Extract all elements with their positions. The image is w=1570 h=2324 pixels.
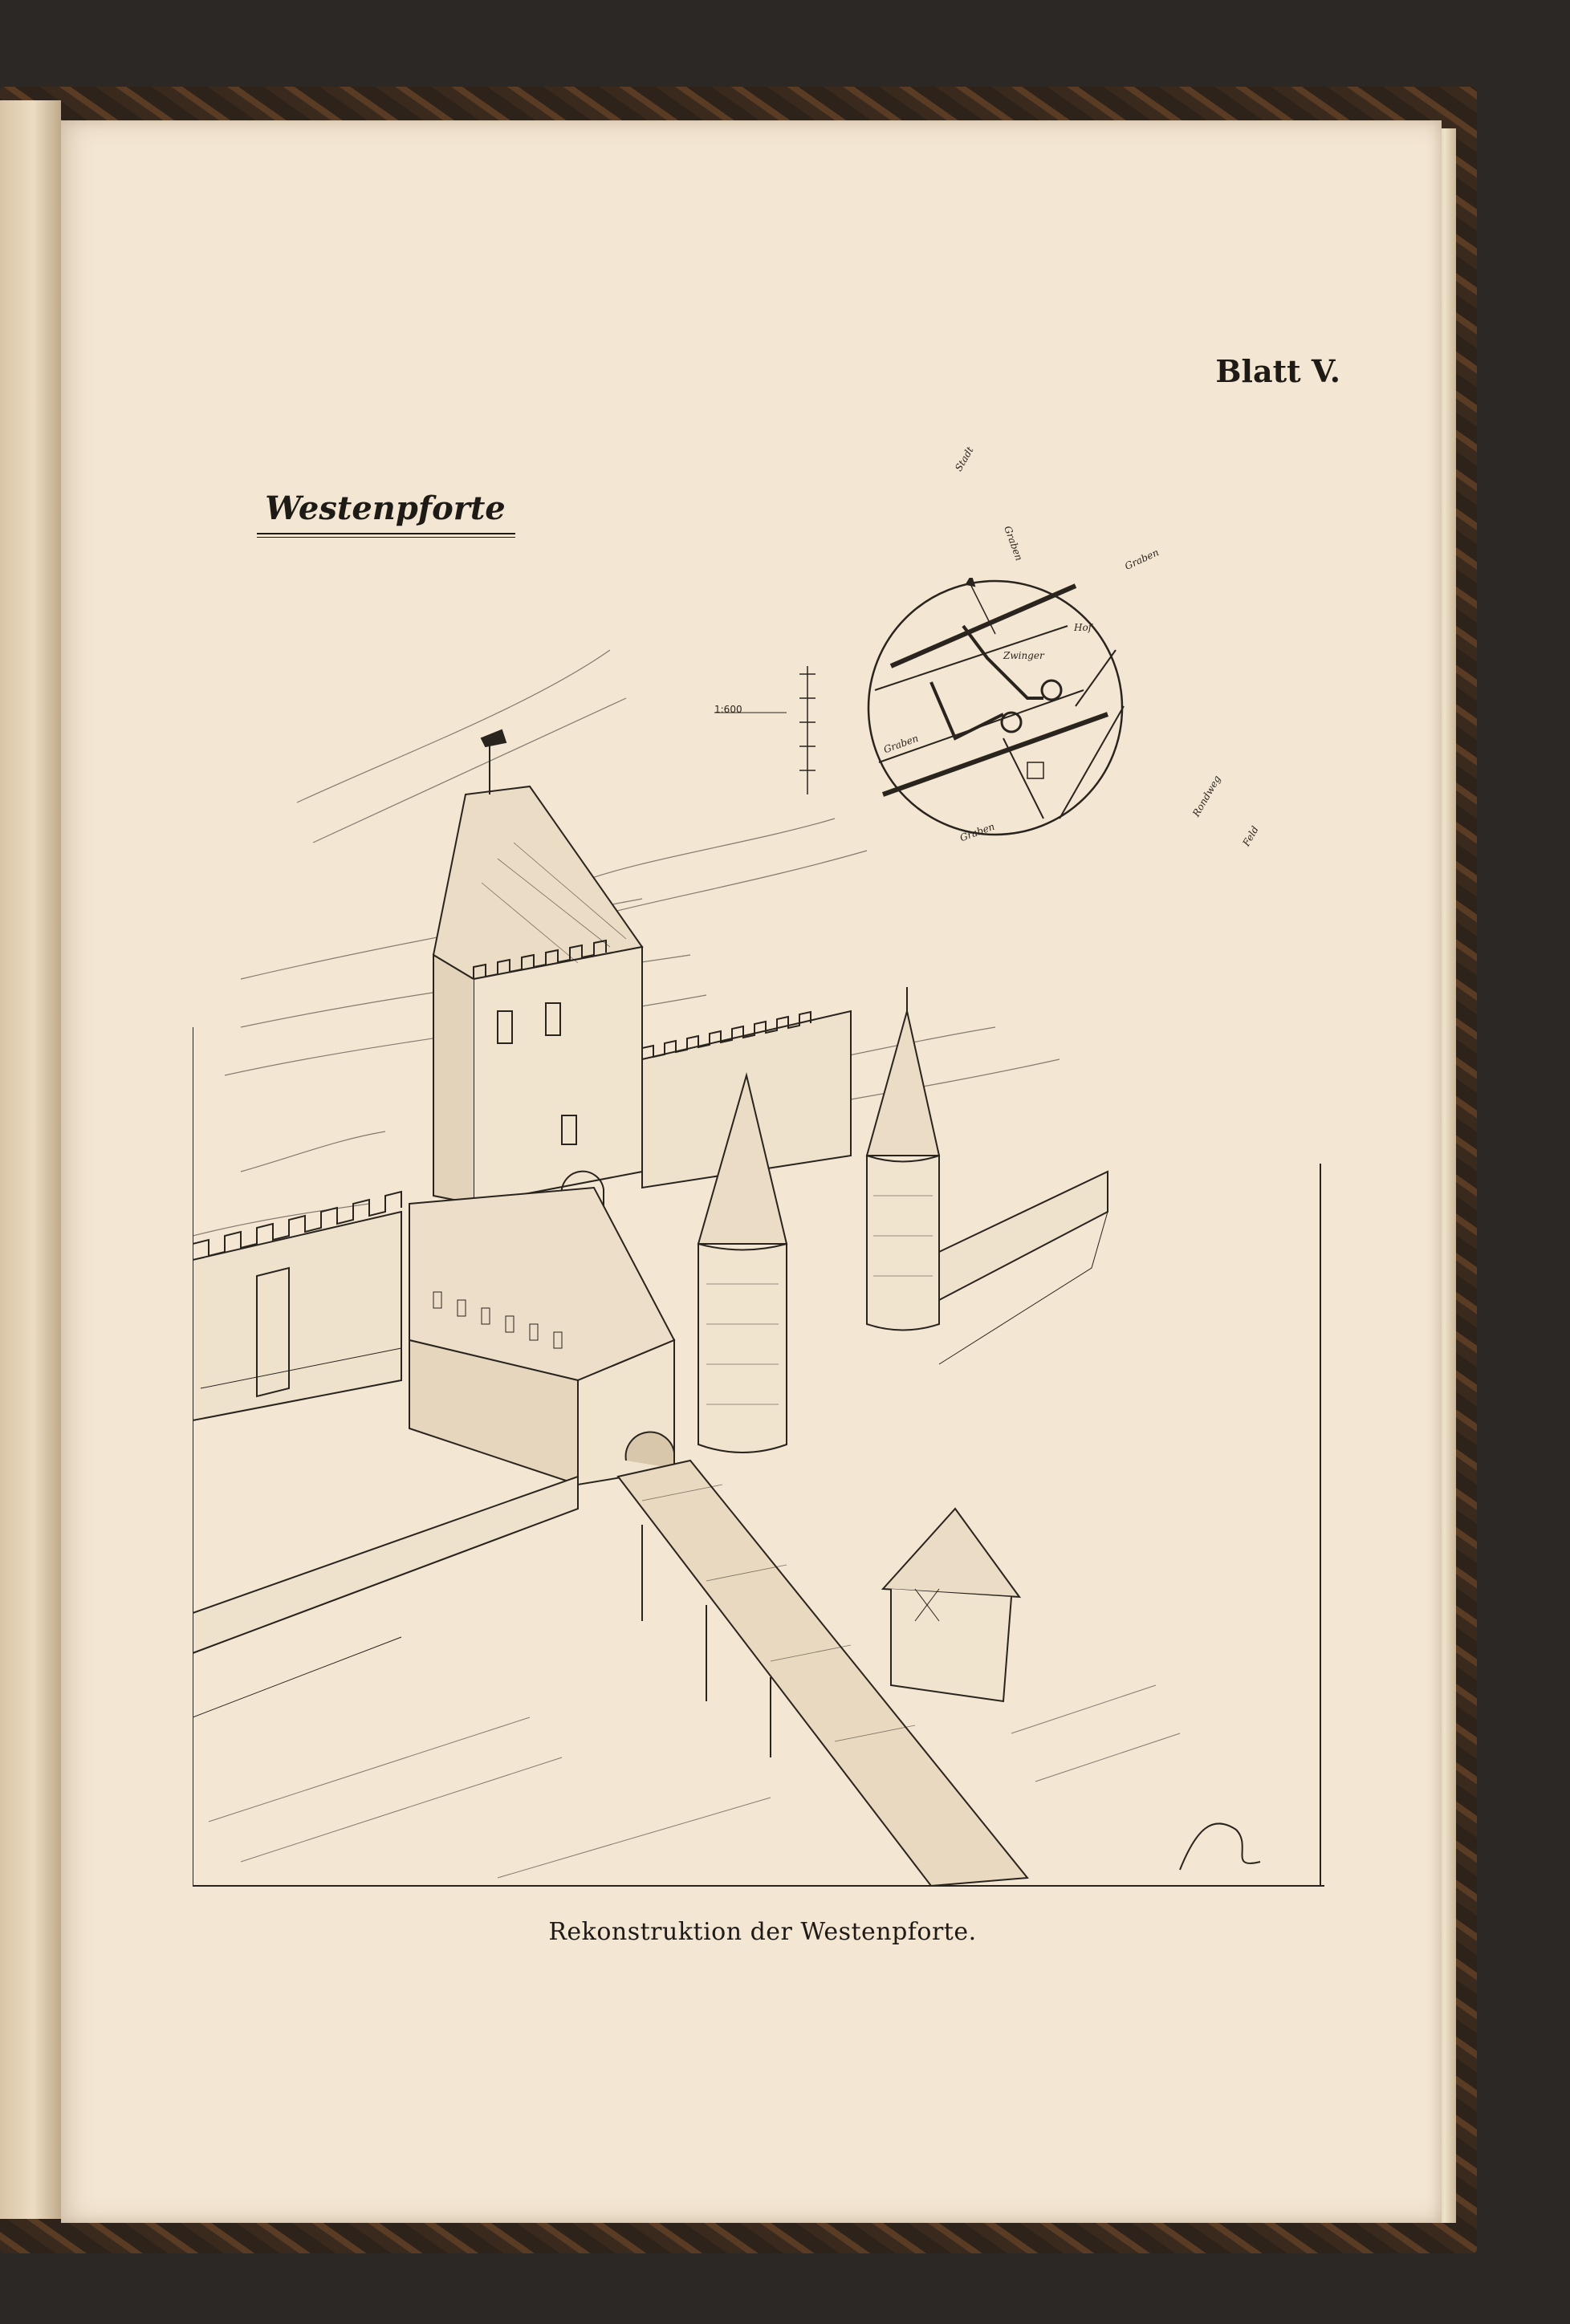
right-wall: [939, 1172, 1108, 1364]
site-plan-label-feld: Feld: [1240, 824, 1261, 848]
site-plan: [868, 578, 1124, 835]
plate-number: Blatt V.: [1215, 353, 1340, 389]
plate-title: Westenpforte: [265, 490, 506, 527]
plate-caption: Rekonstruktion der Westenpforte.: [548, 1918, 977, 1946]
artist-signature: [1180, 1823, 1260, 1870]
round-tower-right: [867, 987, 939, 1331]
scale-bar: [714, 666, 816, 794]
gate-illustration: [193, 578, 1332, 1902]
front-wall: [193, 1477, 578, 1717]
title-underline-second: [257, 537, 515, 538]
site-plan-label-moat: Graben: [1002, 524, 1025, 563]
site-plan-label-zwinger: Zwinger: [1003, 650, 1044, 661]
left-curtain-wall: [193, 1192, 401, 1420]
site-plan-label-graben-bottom: Graben: [958, 820, 997, 844]
left-page-edge: [0, 100, 61, 2219]
main-tower: [433, 730, 642, 1220]
scale-label: 1:600: [714, 704, 742, 715]
site-plan-label-rondweg: Rondweg: [1190, 773, 1223, 819]
gate-house: [409, 1188, 674, 1485]
site-plan-label-hof: Hof: [1074, 622, 1092, 633]
moat-hatching: [209, 1685, 1180, 1878]
outer-gatehouse: [883, 1509, 1019, 1701]
title-underline: [257, 533, 515, 534]
site-plan-label-graben-right: Graben: [1123, 546, 1161, 572]
site-plan-north-label: Stadt: [953, 445, 976, 473]
site-plan-label-graben-left: Graben: [881, 732, 921, 756]
